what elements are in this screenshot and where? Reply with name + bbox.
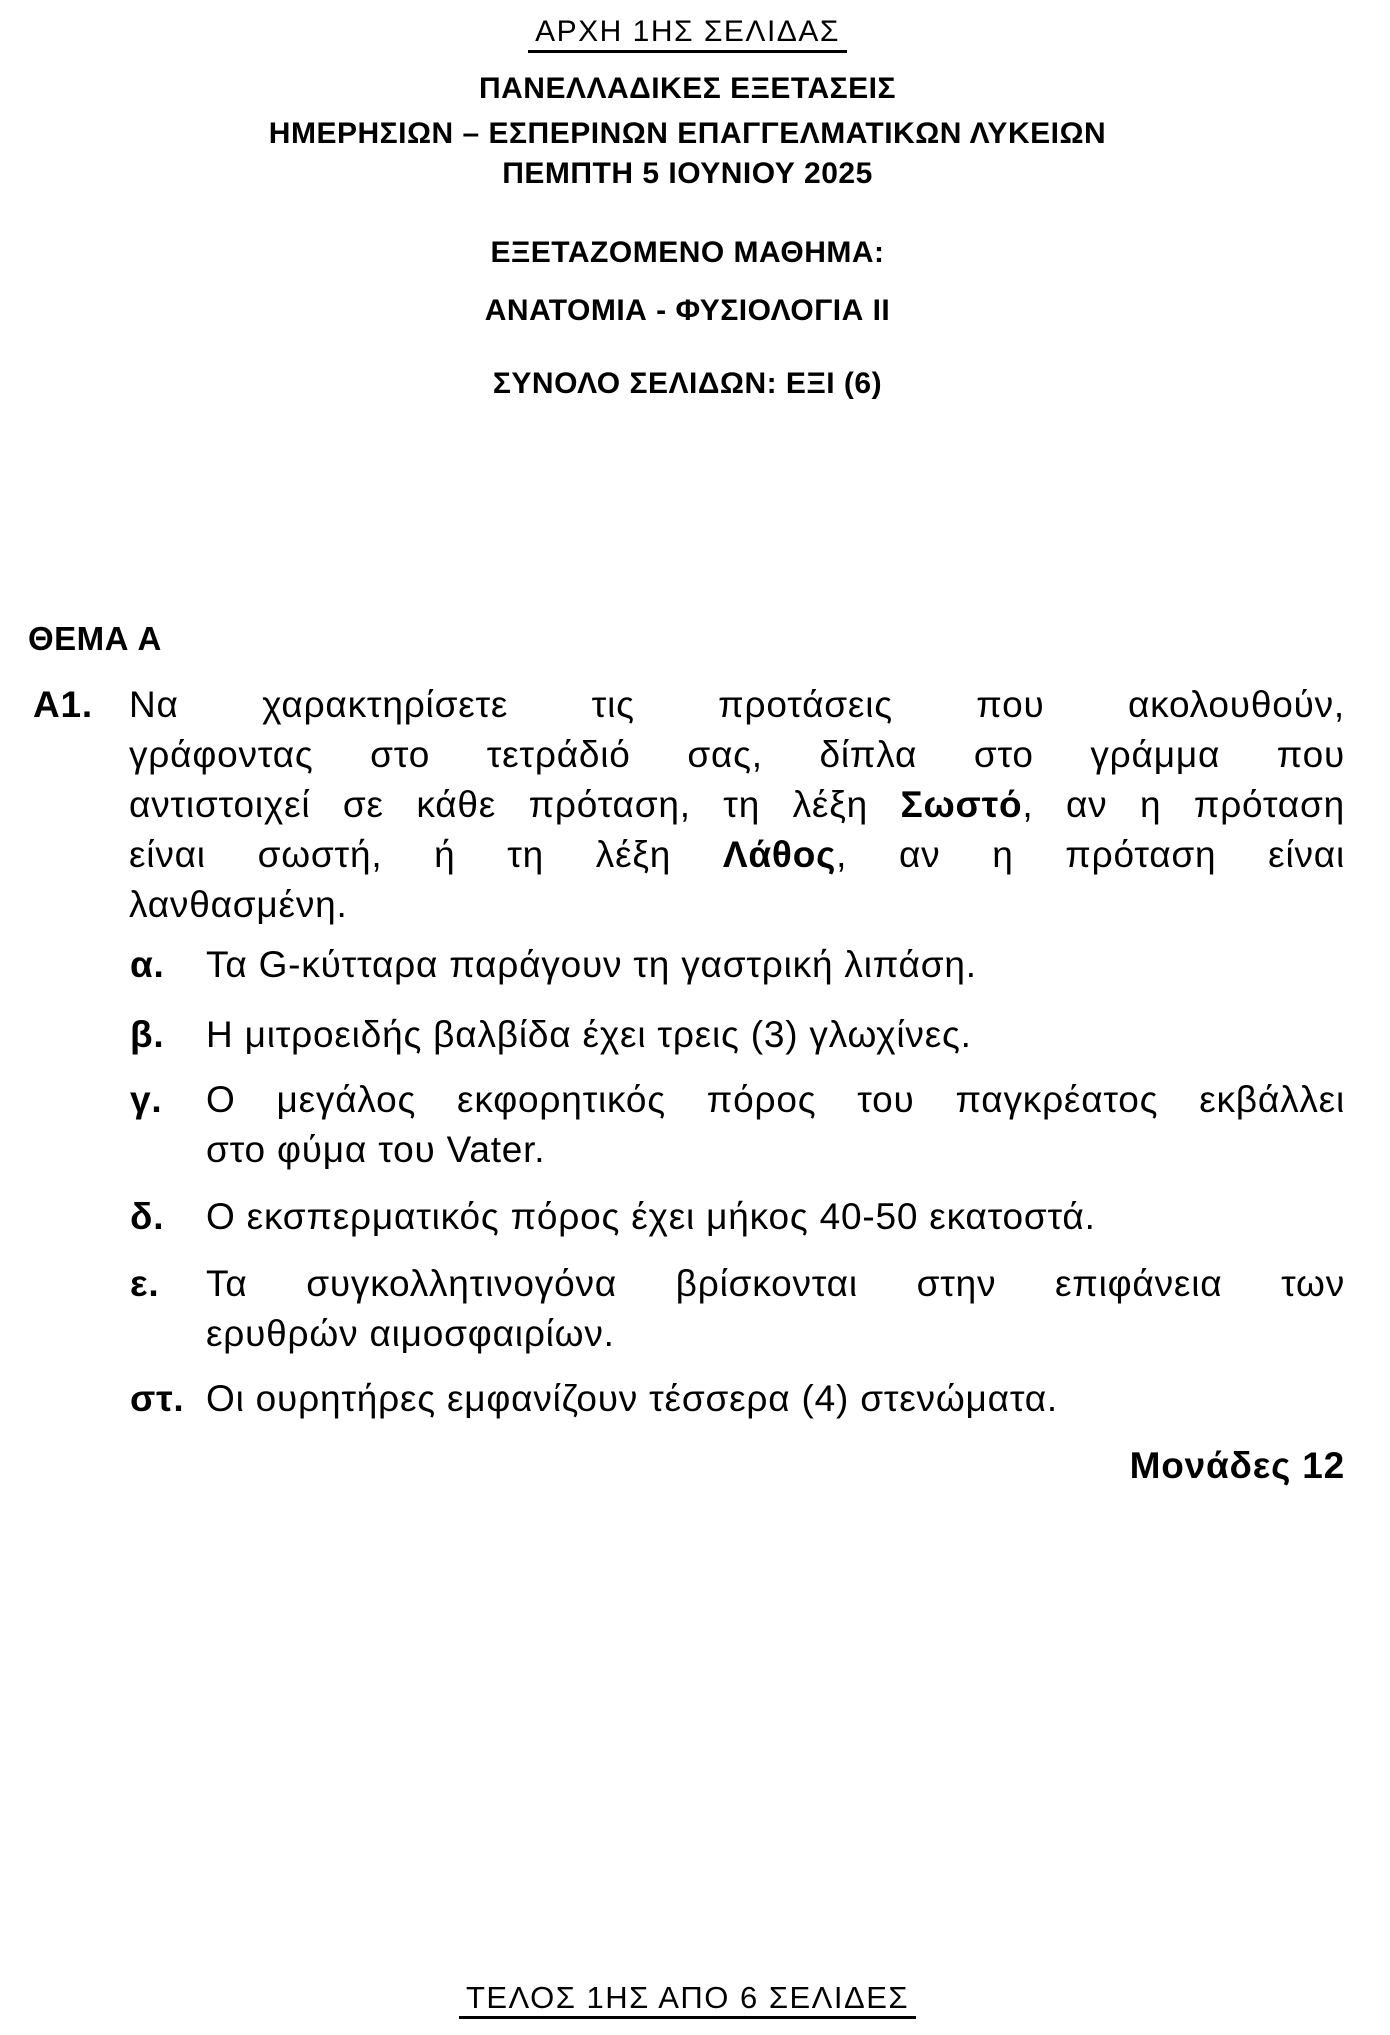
- points-badge: Μονάδες 12: [1129, 1445, 1345, 1486]
- intro-line-4-pre: είναι σωστή, ή τη λέξη: [129, 834, 723, 875]
- page-end-marker-text: ΤΕΛΟΣ 1ΗΣ ΑΠΟ 6 ΣΕΛΙΔΕΣ: [459, 1982, 916, 2019]
- intro-line-3-pre: αντιστοιχεί σε κάθε πρόταση, τη λέξη: [129, 784, 901, 825]
- statement-text-b: Η μιτροειδής βαλβίδα έχει τρεις (3) γλωχίνες.: [206, 1014, 972, 1055]
- keyword-wrong: Λάθος: [722, 834, 837, 875]
- question-a1-label: Α1.: [33, 684, 93, 725]
- statement-text-d: Ο εκσπερματικός πόρος έχει μήκος 40-50 εκατοστά.: [206, 1196, 1096, 1237]
- statement-item-d: [130, 1192, 1345, 1242]
- statement-text-c-line2: στο φύμα του Vater.: [206, 1129, 546, 1170]
- statement-label-b: β.: [130, 1014, 165, 1055]
- intro-line-4-post: , αν η πρόταση είναι: [836, 834, 1345, 875]
- question-a1-intro: [129, 680, 1345, 930]
- intro-line-3: [129, 780, 1345, 830]
- subject-label: ΕΞΕΤΑΖΟΜΕΝΟ ΜΑΘΗΜΑ:: [490, 236, 885, 269]
- exam-title: ΠΑΝΕΛΛΑΔΙΚΕΣ ΕΞΕΤΑΣΕΙΣ: [478, 72, 897, 105]
- statement-label-st: στ.: [130, 1378, 185, 1419]
- statement-text-c-line1: Ο μεγάλος εκφορητικός πόρος του παγκρέατος εκβάλλει: [206, 1079, 1345, 1120]
- statement-item-c: [130, 1075, 1345, 1175]
- statement-label-a: α.: [130, 944, 165, 985]
- statement-text-e-line1: Τα συγκολλητινογόνα βρίσκονται στην επιφάνεια των: [206, 1263, 1345, 1304]
- statement-label-d: δ.: [130, 1196, 165, 1237]
- statement-text-a: Τα G-κύτταρα παράγουν τη γαστρική λιπάση.: [206, 944, 977, 985]
- statement-item-b: [130, 1010, 1345, 1060]
- total-pages: ΣΥΝΟΛΟ ΣΕΛΙΔΩΝ: ΕΞΙ (6): [492, 367, 883, 400]
- statement-item-a: [130, 940, 1345, 990]
- intro-line-1: Να χαρακτηρίσετε τις προτάσεις που ακολουθούν,: [129, 684, 1345, 725]
- theme-a-title: ΘΕΜΑ Α: [28, 620, 162, 657]
- statement-label-e: ε.: [130, 1263, 160, 1304]
- keyword-correct: Σωστό: [900, 784, 1023, 825]
- intro-line-4: [129, 830, 1345, 880]
- page-start-marker-text: ΑΡΧΗ 1ΗΣ ΣΕΛΙΔΑΣ: [528, 16, 847, 53]
- intro-line-3-post: , αν η πρόταση: [1022, 784, 1345, 825]
- page-start-marker: [30, 16, 1345, 53]
- statement-item-st: [130, 1374, 1345, 1424]
- exam-date: ΠΕΜΠΤΗ 5 ΙΟΥΝΙΟΥ 2025: [502, 157, 873, 190]
- statement-text-e-line2: ερυθρών αιμοσφαιρίων.: [206, 1313, 615, 1354]
- statement-item-e: [130, 1259, 1345, 1359]
- page-end-marker: [30, 1982, 1345, 2019]
- subject-name: ΑΝΑΤΟΜΙΑ - ΦΥΣΙΟΛΟΓΙΑ ΙΙ: [484, 294, 891, 327]
- exam-schools: ΗΜΕΡΗΣΙΩΝ – ΕΣΠΕΡΙΝΩΝ ΕΠΑΓΓΕΛΜΑΤΙΚΩΝ ΛΥΚΕΙΩΝ: [268, 117, 1107, 150]
- intro-line-5: λανθασμένη.: [129, 884, 348, 925]
- statement-text-st: Οι ουρητήρες εμφανίζουν τέσσερα (4) στενώματα.: [206, 1378, 1059, 1419]
- statement-label-c: γ.: [130, 1079, 163, 1120]
- intro-line-2: γράφοντας στο τετράδιό σας, δίπλα στο γράμμα που: [129, 734, 1345, 775]
